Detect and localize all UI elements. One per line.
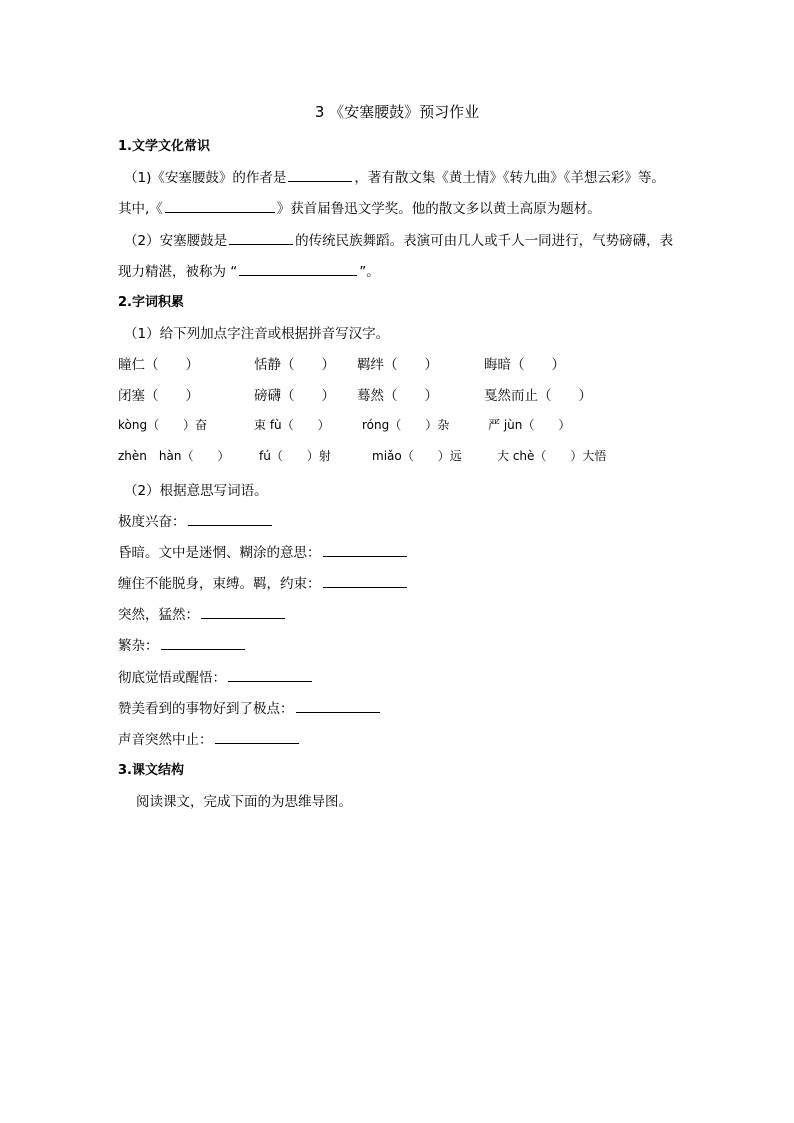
q2-line1 [124, 229, 673, 249]
definition-text: 声音突然中止： [118, 732, 213, 748]
definition-text: 突然，猛然： [118, 607, 199, 623]
nickname-blank[interactable] [239, 261, 357, 276]
word-item[interactable]: 恬静（ ） [254, 357, 335, 373]
word-item[interactable]: 闭塞（ ） [118, 388, 199, 404]
section1-heading: 1.文学文化常识 [118, 139, 210, 154]
section3-heading: 3.课文结构 [118, 763, 184, 778]
q2-line2-text-b: ”。 [359, 264, 380, 280]
definition-row [118, 697, 382, 717]
word-item[interactable]: 戛然而止（ ） [484, 388, 592, 404]
q2-text-a: （2）安塞腰鼓是 [124, 233, 228, 249]
section2-q2: （2）根据意思写词语。 [124, 483, 268, 499]
pinyin-item[interactable]: róng（ ）杂 [362, 418, 450, 432]
pinyin-item[interactable]: miǎo（ ）远 [372, 449, 462, 463]
answer-blank[interactable] [215, 729, 299, 744]
definition-row [118, 634, 247, 654]
section2-q1: （1）给下列加点字注音或根据拼音写汉字。 [124, 326, 390, 342]
answer-blank[interactable] [188, 511, 272, 526]
definition-row [118, 728, 301, 748]
pinyin-item[interactable]: fú（ ）射 [259, 449, 331, 463]
answer-blank[interactable] [161, 635, 245, 650]
answer-blank[interactable] [323, 573, 407, 588]
q1-line2-text-b: 》获首届鲁迅文学奖。他的散文多以黄土高原为题材。 [276, 201, 601, 217]
definition-row [118, 541, 409, 561]
q1-line1 [124, 166, 665, 186]
pinyin-item[interactable]: 大 chè（ ）大悟 [497, 449, 607, 463]
pinyin-item[interactable]: kòng（ ）奋 [118, 418, 208, 432]
word-item[interactable]: 晦暗（ ） [484, 357, 565, 373]
q1-text-a: （1)《安塞腰鼓》的作者是 [124, 170, 287, 186]
definition-row [118, 572, 409, 592]
definition-text: 昏暗。文中是迷惘、糊涂的意思： [118, 545, 321, 561]
definition-row [118, 603, 287, 623]
pinyin-item[interactable]: 严 jùn（ ） [488, 418, 571, 432]
word-item[interactable]: 磅礴（ ） [254, 388, 335, 404]
definition-row [118, 510, 274, 530]
definition-text: 赞美看到的事物好到了极点： [118, 701, 294, 717]
definition-text: 缠住不能脱身，束缚。羁，约束： [118, 576, 321, 592]
pinyin-item[interactable]: zhèn hàn（ ） [118, 449, 230, 463]
q1-line2 [118, 197, 601, 217]
pinyin-item[interactable]: 束 fù（ ） [254, 418, 330, 432]
definition-text: 繁杂： [118, 638, 159, 654]
author-blank[interactable] [288, 167, 352, 182]
section2-heading: 2.字词积累 [118, 295, 184, 310]
answer-blank[interactable] [228, 667, 312, 682]
answer-blank[interactable] [323, 542, 407, 557]
award-book-blank[interactable] [165, 198, 275, 213]
q2-line2 [118, 260, 380, 280]
q2-line2-text-a: 现力精湛，被称为 “ [118, 264, 238, 280]
region-blank[interactable] [229, 230, 293, 245]
answer-blank[interactable] [201, 604, 285, 619]
q2-text-b: 的传统民族舞蹈。表演可由几人或千人一同进行，气势磅礴，表 [295, 233, 674, 249]
word-item[interactable]: 蓦然（ ） [357, 388, 438, 404]
q1-text-b: ，著有散文集《黄土情》《转九曲》《羊想云彩》等。 [354, 170, 665, 186]
answer-blank[interactable] [296, 698, 380, 713]
definition-row [118, 666, 314, 686]
word-item[interactable]: 羁绊（ ） [357, 357, 438, 373]
worksheet-title: 3 《安塞腰鼓》预习作业 [314, 103, 480, 121]
word-item[interactable]: 瞳仁（ ） [118, 357, 199, 373]
q1-line2-text-a: 其中,《 [118, 201, 163, 217]
section3-instruction: 阅读课文，完成下面的为思维导图。 [136, 794, 352, 810]
definition-text: 彻底觉悟或醒悟： [118, 670, 226, 686]
definition-text: 极度兴奋： [118, 514, 186, 530]
